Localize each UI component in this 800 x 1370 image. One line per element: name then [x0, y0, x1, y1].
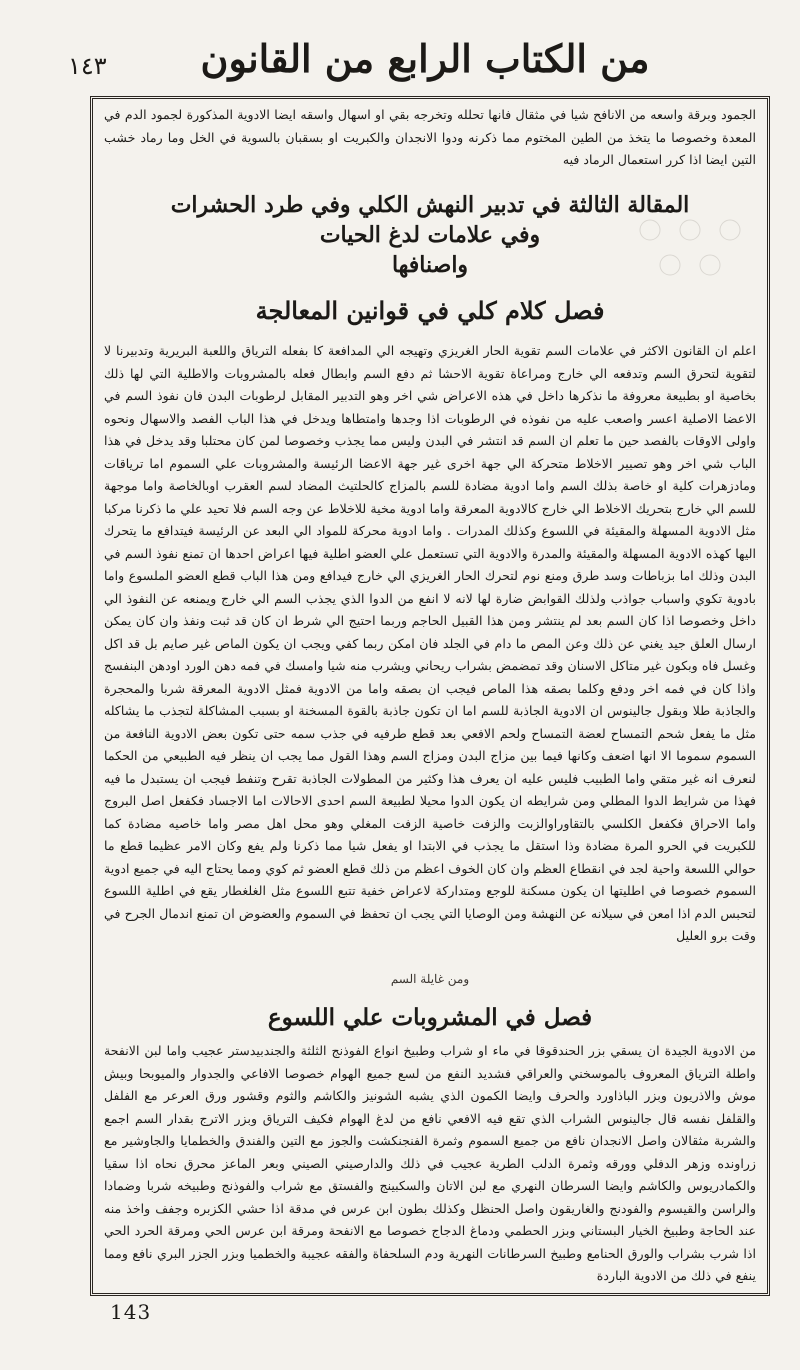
maqala-heading [104, 190, 756, 280]
maqala-heading-line-2: وفي علامات لدغ الحيات [319, 222, 541, 248]
page-number-bottom: 143 [110, 1300, 152, 1324]
running-title: من الكتاب الرابع من القانون [200, 36, 650, 81]
section-1-title: فصل كلام كلي في قوانين المعالجة [255, 296, 605, 325]
intro-paragraph: الجمود وبرقة واسعه من الانافح شيا في مثقال فانها تحلله وتخرجه بقي او اسهال واسقه ايضا الادوية المذكورة لجمود الدم في المعدة وخصوصا ما يتخذ من الطين المختوم مما ذكرنه ودوا الانجدان والكبريت او بسقبان بالسوية في الخل وما رماد خشب التين ايضا اذا كرر استعمال الرماد فيه [104, 107, 756, 167]
maqala-heading-line-1: المقالة الثالثة في تدبير النهش الكلي وفي طرد الحشرات [170, 192, 690, 218]
section-1-closing-note: ومن غايلة السم [390, 972, 470, 986]
section-1-body: اعلم ان القانون الاكثر في علامات السم تقوية الحار الغريزي وتهيجه الي المدافعة كا بفعله الترياق واللعبة البريرية وتدبيرنا لا لتقوية لتحرق السم وتدفعه الي خارج ومراعاة تقوية الاحشا ثم دفع السم وابطال فعله بالمشروبات والاطلية التي لها ذلك بخاصية او بطبيعة معروفة ما نذكرها داخل في هذه الاعراض شي اخر وهو التدبير المقابل لرطوبات البدن فان نفوذ السم في الاعضا الاصلية اعسر واصعب عليه من نفوذه في الرطوبات اذا وجدها وامتطاها ويدخل في هذا الباب الفصد والاسهال ونحوه واولى الاوقات بالفصد حين ما تعلم ان السم قد انتشر في البدن وليس مما يجذب وخصوصا لمن كان محتلبا وقد يدخل في هذا الباب شي اخر وهو تصيير الاخلاط متحركة الي جهة اخرى غير جهة الاعضا الرئيسة والمشروبات علي السموم اما ترياقات ومادزهرات كلية او خاصة بذلك السم واما ادوية مضادة للسم بالمزاج كالحلتيث المضاد لسم العقرب اوبالخاصة واما موجهة للسم الي خارج بتحريك الاخلاط الي خارج كالادوية المعرقة واما ادوية مخية للاخلاط عن وجه السم فلا تحيد علي ما ذكرنا مركبا مثل الادوية المسهلة والمقيئة في اللسوع وكذلك المدرات . واما ادوية محركة للمواد الي البعد عن الرئيسة فيتدافع ما يتحرك اليها كهذه الادوية المسهلة والمقيئة والمدرة والادوية التي تستعمل علي العضو اطلية فيها اعراض احدها ان تمنع نفوذ السم في البدن وذلك اما بزباطات وسد طرق ومنع نوم لتحرك الحار الغريزي الي خارج فيدافع ومن هذا الباب قطع العضو الملسوع واما بادوية تكوي واسباب جواذب ولذلك القوابض ضارة لها لانه لا انفع من الدوا الذي يجذب السم الي خارج ويمنعه عن النفوذ الي داخل وخصوصا اذا كان السم بعد لم ينتشر ومن هذا القبيل الحاجم وربما احتيج الي شرط ان كان قد ثبت ونفذ وان كان يمكن ارسال العلق جيد يغني عن ذلك وعن المص ما دام في الجلد فان امكن ربما كفي ويجب ان يكون الماص غير صايم بل قد اكل وغسل فاه وبكون غير متاكل الاسنان وقد تمضمض بشراب ريحاني ويشرب منه شيا وامسك في فمه دهن الورد اودهن البنفسج واذا كان في فمه اخر ودفع وكلما بصقه هذا الماص فيجب ان بصقه واما من الادوية فمثل الادوية المعرقة شربا والمحجرة والجاذبة طلا وبقول جالينوس ان الادوية الجاذبة للسم اما ان تكون جاذبة بالقوة المسخنة او بسبب المشاكلة لتجذب ما يشاكله مثل ما يفعل شحم التمساح لعضة التمساح ولحم الافعي بعد قطع طرفيه في جذب سمه حتى تكون بعض الادوية النافعة من السموم سموما الا انها اضعف وكانها فيما بين مزاج البدن ومزاج السم وهذا القول مما يجب ان ينظر فيه الطبيعي من الحكما لنعرف انه غير متقي واما الطبيب فليس عليه ان يعرف هذا وكثير من المطولات الجاذبة تقرح وتنفط فيجب ان يستبدل ما فيه فهذا من شرايط الدوا المطلي ومن شرايطه ان يكون الدوا محيلا لطبيعة السم احدى الاحالات اما الاجساد فكفعل اصل البروج واما الاحراق فكفعل الكلسي بالتقاوراوالزبت والزفت خاصية الزفت المغلي وهو محل اهل مصر واما خاصيه مضادة كما للكبريت في الحرو المرة مضادة وذا استقل ما يجذب في الابتدا او يفعل شيا مما ذكرنا ولم يفع وكان الامر عظيما قطع ما حوالي اللسعة واحية لجد في انقطاع العظم وان كان الخوف اعظم من ذلك قطع العضو ثم كوي ومما يحتاج اليه في جميع ادوية السموم خصوصا في اطليتها ان يكون مسكنة للوجع ومتداركة لاعراض خفية تتبع اللسوع مثل الغلغطار يقع في اطلية اللسوع لتحبس الدم اذا امعن في سيلانه عن النهشة ومن الوصايا التي يجب ان تحفظ في السموم والعضوض ان تمنع اندمال الجرح في وقت برو العليل [104, 343, 756, 943]
maqala-heading-line-3: واصنافها [391, 252, 469, 278]
section-2-body: من الادوية الجيدة ان يسقي بزر الحندقوقا في ماء او شراب وطبيخ انواع الفوذنج الثلثة والجندبيدستر عجيب واما لبن الانفحة واطلة الترياق المعروف بالموسخني والعراقي فشديد النفع من لسع جميع الهوام خصوصا الافاعي والجدوار والميوبحا وبيش موش والاذريون وبزر الباذاورد والحرف وايضا الكمون الذي يشبه الشونيز والكاشم والثوم وقشور ورق العرعر مع الفلفل والقلفل نفسه قال جالينوس الشراب الذي تقع فيه الافعي نافع من لدغ الهوام فكيف الترياق وبزر الاترج بقدار السم اجمع والشربة مثقالان واصل الانجدان نافع من جميع السموم وثمرة الفنجنكشت والجوز مع التين والفندق والخطمايا والجاوشير مع زراونده وزهر الدفلي وورقه وثمرة الدلب الطرية عجيب في ذلك والدارصيني الصيني وبعر الماعز محرق نحاه اذا سقيا والكمادريوس والكاشم وايضا السرطان النهري مع لبن الاتان والسكبينج والفستق مع شراب والفوذنج وطبيخه شربا وضمادا والراسن والقيسوم والفودنج والغاريقون واصل الحنظل وكذلك بطون ابن عرس في مدقة اذا حشي الكزبره وجفف واخذ منه عند الحاجة وطبيخ الخيار البستاني وبزر الحطمي ودماغ الدجاج خصوصا مع الانفحة ومرقة ابن عرس الحي ومرقة الحرد الحي اذا شرب بشراب والورق الحنامع وطبيخ السرطانات النهرية ودم السلحفاة والفقه عجيبة والخطميا وبزر الجزر البري نافع ومما ينفع في ذلك من الادوية الباردة [104, 1043, 756, 1283]
section-2-title: فصل في المشروبات علي اللسوع [267, 1004, 593, 1031]
page-number-top: ١٤٣ [68, 52, 107, 80]
